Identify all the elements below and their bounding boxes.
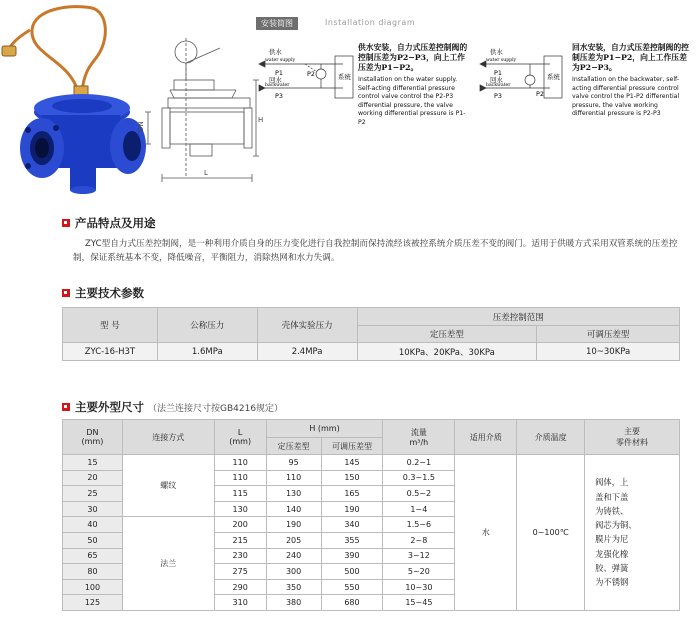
params-heading-text: 主要技术参数 bbox=[75, 286, 144, 300]
cell-l: 110 bbox=[214, 470, 266, 486]
cell-l: 290 bbox=[214, 579, 266, 595]
col-flow: 流量 m³/h bbox=[383, 420, 455, 455]
p3-label-right: P3 bbox=[494, 92, 502, 100]
cell-conn-threaded: 螺纹 bbox=[122, 455, 214, 517]
valve-technical-drawing bbox=[137, 28, 265, 193]
cell-h-fixed: 350 bbox=[266, 579, 321, 595]
col-nominal: 公称压力 bbox=[157, 308, 257, 343]
cell-h-adj: 500 bbox=[321, 564, 383, 580]
cell-h-adj: 190 bbox=[321, 501, 383, 517]
return-en-right: backwater bbox=[486, 83, 511, 88]
supply-en-left: water supply bbox=[265, 58, 296, 63]
material-line: 胶、弹簧 bbox=[595, 563, 629, 574]
dims-table bbox=[62, 419, 680, 611]
table-row bbox=[63, 455, 680, 471]
col-medium: 适用介质 bbox=[455, 420, 517, 455]
install-title-en: Installation diagram bbox=[325, 18, 416, 27]
cell-temp: 0~100℃ bbox=[517, 455, 585, 611]
cell-h-fixed: 140 bbox=[266, 501, 321, 517]
cell-h-fixed: 300 bbox=[266, 564, 321, 580]
material-line: 膜片为尼 bbox=[595, 534, 629, 545]
section-bullet-icon bbox=[62, 403, 70, 411]
cell-h-fixed: 110 bbox=[266, 470, 321, 486]
params-row bbox=[63, 343, 680, 361]
return-desc-en: Installation on the backwater, self-acting differential pressure control valve control the P1-P2 differential pressure, the valve working differential pressure is P2-P3 bbox=[572, 76, 680, 118]
supply-install-schematic bbox=[255, 46, 360, 104]
col-l: L (mm) bbox=[214, 420, 266, 455]
cell-h-adj: 340 bbox=[321, 517, 383, 533]
section-bullet-icon bbox=[62, 219, 70, 227]
cell-conn-flange: 法兰 bbox=[122, 517, 214, 611]
cell-l: 110 bbox=[214, 455, 266, 471]
p1-label-left: P1 bbox=[275, 69, 283, 77]
install-tag: 安装简图 bbox=[256, 17, 298, 30]
cell-h-fixed: 380 bbox=[266, 595, 321, 611]
cell-adjustable: 10~30KPa bbox=[537, 343, 680, 361]
intro-paragraph: ZYC型自力式压差控制阀，是一种利用介质自身的压力变化进行自我控制而保持流经该被控系统介质压差不变的阀门。适用于供暖方式采用双管系统的压差控制，保证系统基本不变，降低噪音，平衡阻力，消除热网和水力失调。 bbox=[73, 239, 678, 263]
cell-dn: 100 bbox=[63, 579, 123, 595]
col-dn: DN (mm) bbox=[63, 420, 123, 455]
p2-label-left: P2 bbox=[307, 70, 315, 78]
drawing-l-label: L bbox=[204, 169, 208, 177]
cell-l: 115 bbox=[214, 486, 266, 502]
cell-flow: 1.5~6 bbox=[383, 517, 455, 533]
cell-h-fixed: 205 bbox=[266, 532, 321, 548]
supply-install-desc bbox=[358, 43, 470, 128]
col-h: H (mm) bbox=[266, 420, 383, 438]
dims-heading-text: 主要外型尺寸 bbox=[75, 400, 144, 414]
col-h-adj: 可调压差型 bbox=[321, 438, 383, 455]
cell-model: ZYC-16-H3T bbox=[63, 343, 158, 361]
features-heading bbox=[62, 215, 156, 231]
supply-desc-cn: 供水安装，自力式压差控制阀的控制压差为P2−P3，向上工作压差为P1−P2。 bbox=[358, 43, 468, 72]
cell-nominal: 1.6MPa bbox=[157, 343, 257, 361]
cell-dn: 20 bbox=[63, 470, 123, 486]
cell-l: 200 bbox=[214, 517, 266, 533]
cell-flow: 3~12 bbox=[383, 548, 455, 564]
cell-l: 310 bbox=[214, 595, 266, 611]
cell-flow: 0.2~1 bbox=[383, 455, 455, 471]
cell-dn: 50 bbox=[63, 532, 123, 548]
cell-flow: 10~30 bbox=[383, 579, 455, 595]
cell-flow: 15~45 bbox=[383, 595, 455, 611]
cell-dn: 125 bbox=[63, 595, 123, 611]
cell-h-adj: 550 bbox=[321, 579, 383, 595]
cell-dn: 25 bbox=[63, 486, 123, 502]
system-label-right: 系统 bbox=[547, 73, 560, 81]
cell-flow: 0.5~2 bbox=[383, 486, 455, 502]
p1-label-right: P1 bbox=[494, 69, 502, 77]
cell-h-adj: 680 bbox=[321, 595, 383, 611]
cell-material bbox=[585, 455, 680, 611]
material-line: 为铸铁、 bbox=[595, 505, 629, 516]
cell-shell-test: 2.4MPa bbox=[257, 343, 357, 361]
dims-note: （法兰连接尺寸按GB4216规定） bbox=[148, 403, 284, 414]
cell-l: 215 bbox=[214, 532, 266, 548]
supply-label-left: 供水 bbox=[269, 48, 282, 56]
dims-heading bbox=[62, 399, 283, 415]
return-install-desc bbox=[572, 43, 692, 119]
cell-dn: 80 bbox=[63, 564, 123, 580]
cell-l: 275 bbox=[214, 564, 266, 580]
cell-h-fixed: 95 bbox=[266, 455, 321, 471]
drawing-dn-label: DN bbox=[137, 121, 145, 132]
cell-medium: 水 bbox=[455, 455, 517, 611]
col-conn: 连接方式 bbox=[122, 420, 214, 455]
col-adjustable: 可调压差型 bbox=[537, 326, 680, 343]
supply-desc-en: Installation on the water supply. Self-acting differential pressure control valve control the P2-P3 differential pressure, the valve working differential pressure is P1-P2 bbox=[358, 76, 466, 126]
cell-h-adj: 150 bbox=[321, 470, 383, 486]
material-line: 盖和下盖 bbox=[595, 491, 629, 502]
col-model: 型 号 bbox=[63, 308, 158, 343]
cell-h-fixed: 240 bbox=[266, 548, 321, 564]
cell-flow: 0.3~1.5 bbox=[383, 470, 455, 486]
col-temp: 介质温度 bbox=[517, 420, 585, 455]
supply-en-right: water supply bbox=[486, 58, 517, 63]
cell-dn: 40 bbox=[63, 517, 123, 533]
p2-label-right: P2 bbox=[536, 90, 544, 98]
cell-h-fixed: 190 bbox=[266, 517, 321, 533]
cell-flow: 5~20 bbox=[383, 564, 455, 580]
cell-flow: 2~8 bbox=[383, 532, 455, 548]
return-install-schematic bbox=[478, 46, 573, 104]
cell-dn: 30 bbox=[63, 501, 123, 517]
cell-fixed: 10KPa、20KPa、30KPa bbox=[357, 343, 537, 361]
cell-dn: 15 bbox=[63, 455, 123, 471]
params-heading bbox=[62, 285, 144, 301]
return-desc-cn: 回水安装，自力式压差控制阀的控制压差为P1−P2，向上工作压差为P2−P3。 bbox=[572, 43, 689, 72]
col-h-fixed: 定压差型 bbox=[266, 438, 321, 455]
p3-label-left: P3 bbox=[275, 92, 283, 100]
cell-h-adj: 145 bbox=[321, 455, 383, 471]
cell-dn: 65 bbox=[63, 548, 123, 564]
cell-h-fixed: 130 bbox=[266, 486, 321, 502]
features-heading-text: 产品特点及用途 bbox=[75, 216, 156, 230]
drawing-h-label: H bbox=[258, 116, 264, 124]
cell-l: 130 bbox=[214, 501, 266, 517]
return-en-left: backwater bbox=[265, 83, 290, 88]
system-label-left: 系统 bbox=[338, 73, 351, 81]
material-line: 为不锈钢 bbox=[595, 577, 629, 588]
return-label-left: 回水 bbox=[269, 76, 282, 84]
cell-h-adj: 390 bbox=[321, 548, 383, 564]
cell-l: 230 bbox=[214, 548, 266, 564]
material-line: 龙强化橡 bbox=[595, 548, 629, 559]
valve-product-photo bbox=[0, 0, 152, 200]
cell-h-adj: 355 bbox=[321, 532, 383, 548]
col-fixed: 定压差型 bbox=[357, 326, 537, 343]
return-label-right: 回水 bbox=[490, 76, 503, 84]
params-table bbox=[62, 307, 680, 361]
material-line: 阀体，上 bbox=[595, 477, 629, 488]
supply-label-right: 供水 bbox=[490, 48, 503, 56]
col-range: 压差控制范围 bbox=[357, 308, 679, 326]
col-shell-test: 壳体实验压力 bbox=[257, 308, 357, 343]
material-line: 阀芯为铜、 bbox=[595, 520, 637, 531]
cell-h-adj: 165 bbox=[321, 486, 383, 502]
col-material: 主要 零件材料 bbox=[585, 420, 680, 455]
section-bullet-icon bbox=[62, 289, 70, 297]
cell-flow: 1~4 bbox=[383, 501, 455, 517]
